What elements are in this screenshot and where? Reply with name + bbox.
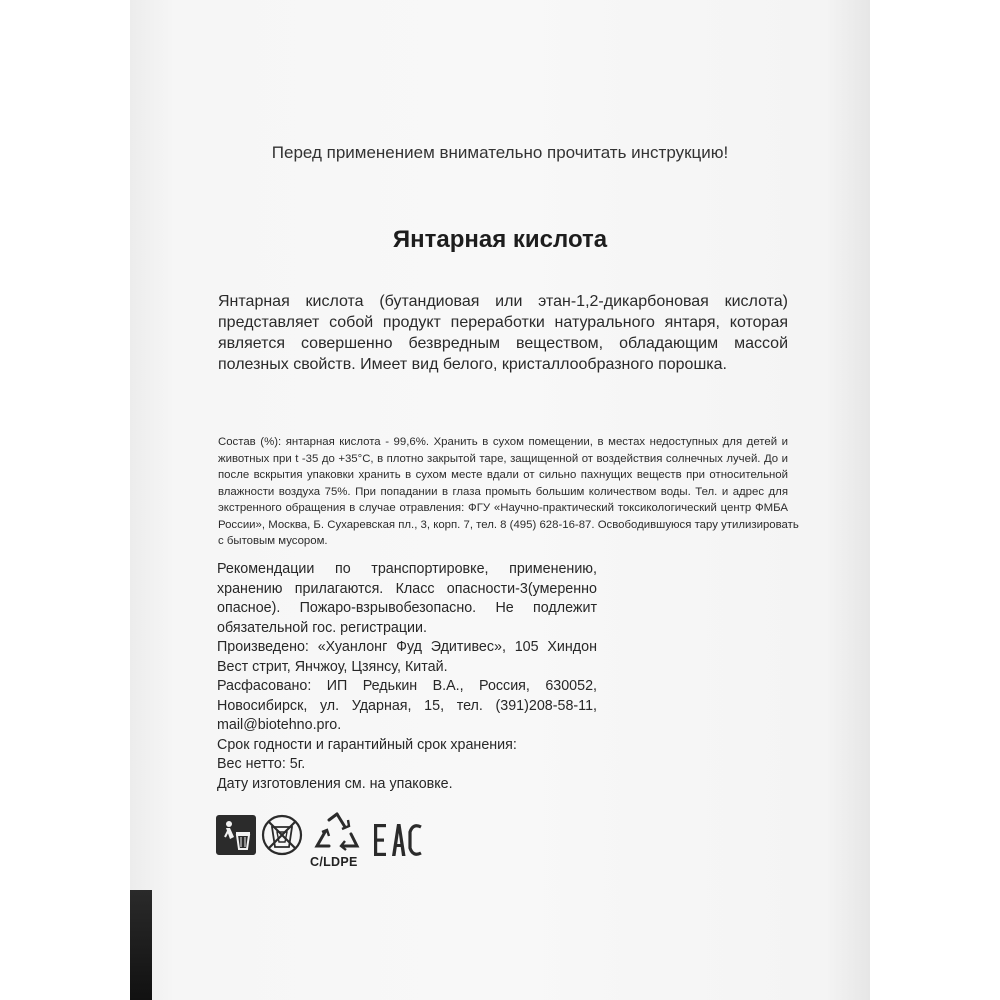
info-line: Вест стрит, Янчжоу, Цзянсу, Китай.	[217, 658, 448, 675]
description	[218, 291, 788, 375]
composition-line: влажности воздуха 75%. При попадании в глаза промыть большим количеством воды. Тел. и адрес для	[218, 485, 788, 498]
info-line: обязательной гос. регистрации.	[217, 619, 427, 636]
packet-dark-edge	[130, 890, 152, 1000]
trash-bin-icon	[216, 815, 256, 855]
no-incineration-icon	[260, 813, 304, 857]
info-line: Срок годности и гарантийный срок хранения:	[217, 736, 517, 753]
description-line: Янтарная кислота (бутандиовая или этан-1,2-дикарбоновая кислота)	[218, 293, 788, 310]
info-line: mail@biotehno.pro.	[217, 717, 342, 733]
composition-line: экстренного обращения в случае отравления: ФГУ «Научно-практический токсикологический центр ФМБА	[218, 502, 788, 514]
recycle-code-label: C/LDPE	[310, 855, 358, 869]
info-line: Новосибирск, ул. Ударная, 15, тел. (391)208-58-11,	[217, 697, 597, 714]
info-line: опасное). Пожаро-взрывобезопасно. Не подлежит	[217, 600, 597, 616]
info-line: Расфасовано: ИП Редькин В.А., Россия, 630052,	[217, 678, 597, 694]
info-line: Произведено: «Хуанлонг Фуд Эдитивес», 105 Хиндон	[217, 639, 597, 655]
info-block	[217, 560, 597, 794]
description-line: полезных свойств. Имеет вид белого, кристаллообразного порошка.	[218, 356, 727, 373]
composition-block	[218, 434, 799, 550]
recycle-icon	[313, 810, 361, 854]
warning-text: Перед применением внимательно прочитать инструкцию!	[271, 143, 729, 162]
eac-mark-icon	[373, 822, 423, 858]
info-line: Вес нетто: 5г.	[217, 756, 306, 772]
description-line: является совершенно безвредным веществом, обладающим массой	[218, 335, 788, 352]
composition-line: Состав (%): янтарная кислота - 99,6%. Хранить в сухом помещении, в местах недоступных для детей и	[218, 436, 788, 448]
composition-line: после вскрытия упаковки хранить в сухом месте вдали от сильно пахнущих веществ при относительной	[218, 469, 788, 481]
info-line: Рекомендации по транспортировке, применению,	[217, 561, 597, 577]
info-line: хранению прилагаются. Класс опасности-3(умеренно	[217, 580, 597, 597]
composition-line: России», Москва, Б. Сухаревская пл., 3, корп. 7, тел. 8 (495) 628-16-87. Освободившуюся тару утилизировать	[218, 518, 799, 531]
composition-line: с бытовым мусором.	[218, 535, 328, 547]
description-line: представляет собой продукт переработки натурального янтаря, которая	[218, 314, 788, 331]
info-line: Дату изготовления см. на упаковке.	[217, 775, 453, 792]
product-title: Янтарная кислота	[392, 226, 608, 253]
composition-line: животных при t -35 до +35°C, в плотно закрытой таре, защищенной от воздействия солнечных лучей. До и	[218, 452, 788, 465]
